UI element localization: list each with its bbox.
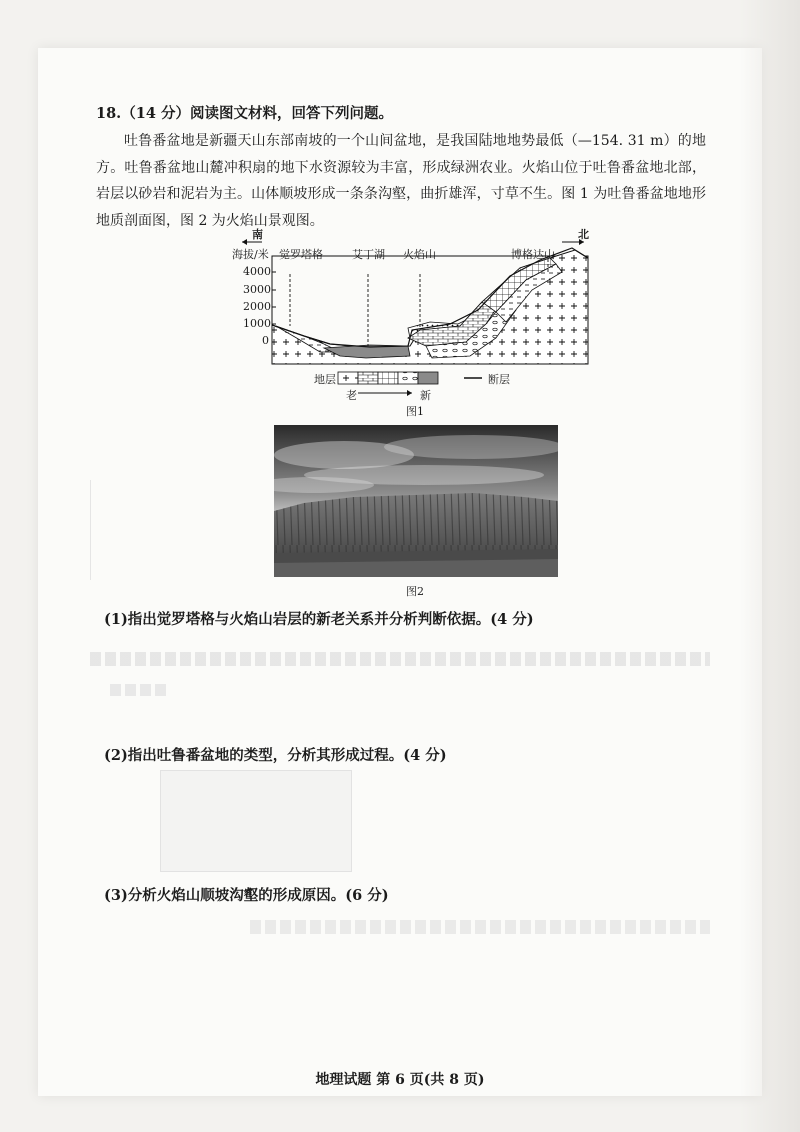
legend-new-label: 新 <box>420 389 431 402</box>
south-label: 南 <box>252 228 263 241</box>
legend-strata-label: 地层 <box>314 373 336 386</box>
figure1-caption: 图1 <box>406 405 424 418</box>
place-bogda-mountain: 博格达山 <box>511 248 555 261</box>
legend-fault-label: 断层 <box>488 373 510 386</box>
y-tick-2000: 2000 <box>243 300 271 313</box>
place-aiding-lake: 艾丁湖 <box>352 248 385 261</box>
place-huoyan-mountain: 火焰山 <box>403 248 436 261</box>
figure2-huoyan-landscape <box>274 425 558 577</box>
question-material: 吐鲁番盆地是新疆天山东部南坡的一个山间盆地，是我国陆地地势最低（—154. 31 m）的地方。吐鲁番盆地山麓冲积扇的地下水资源较为丰富，形成绿洲农业。火焰山位于吐鲁番盆地北部，岩层以砂岩和泥岩为主。山体顺坡形成一条条沟壑，曲折雄浑，寸草不生。图 1 为吐鲁番盆地地形地质剖面图，图 2 为火焰山景观图。 <box>96 133 706 229</box>
question-header: 18.（14 分）阅读图文材料，回答下列问题。 <box>96 105 393 122</box>
sub-question-1: (1)指出觉罗塔格与火焰山岩层的新老关系并分析判断依据。(4 分) <box>104 611 534 628</box>
sub-question-2: (2)指出吐鲁番盆地的类型，分析其形成过程。(4 分) <box>104 747 447 764</box>
page-edge-shadow <box>740 0 800 1132</box>
north-label: 北 <box>578 228 589 241</box>
y-tick-4000: 4000 <box>243 265 271 278</box>
figure2-caption: 图2 <box>406 585 424 598</box>
page-footer: 地理试题 第 6 页(共 8 页) <box>315 1072 485 1088</box>
y-tick-3000: 3000 <box>243 283 271 296</box>
y-tick-0: 0 <box>262 334 269 347</box>
legend-old-label: 老 <box>346 389 357 402</box>
place-juelutage: 觉罗塔格 <box>279 248 323 261</box>
strata-legend <box>338 372 438 384</box>
sub-question-3: (3)分析火焰山顺坡沟壑的形成原因。(6 分) <box>104 887 389 904</box>
y-tick-1000: 1000 <box>243 317 271 330</box>
y-axis-title: 海拔/米 <box>232 248 269 261</box>
